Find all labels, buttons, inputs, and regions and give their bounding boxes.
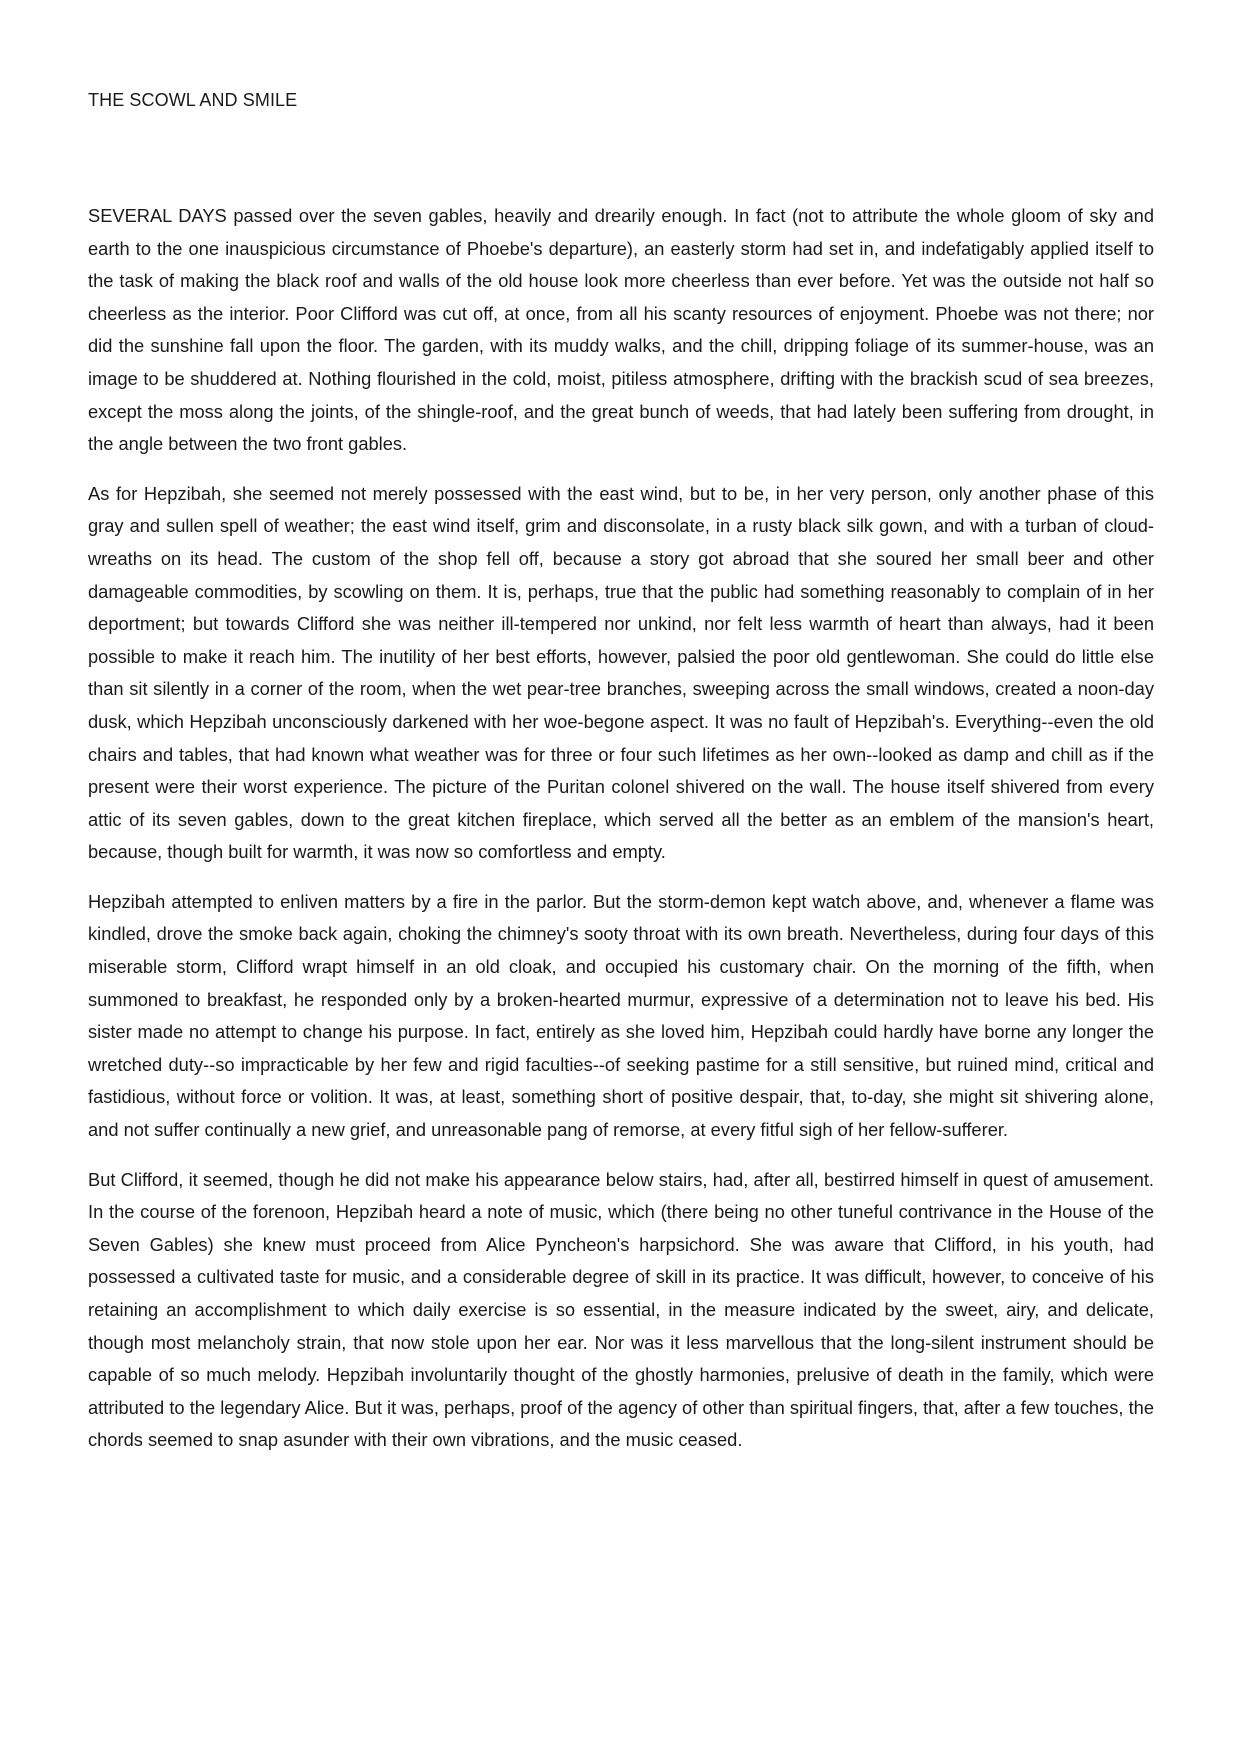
paragraph: But Clifford, it seemed, though he did not make his appearance below stairs, had, after all, bestirred himself in quest of amusement. In the course of the forenoon, Hepzibah heard a note of music, which (there being no other tuneful contrivance in the House of the Seven Gables) she knew must proceed from Alice Pyncheon's harpsichord. She was aware that Clifford, in his youth, had possessed a cultivated taste for music, and a considerable degree of skill in its practice. It was difficult, however, to conceive of his retaining an accomplishment to which daily exercise is so essential, in the measure indicated by the sweet, airy, and delicate, though most melancholy strain, that now stole upon her ear. Nor was it less marvellous that the long-silent instrument should be capable of so much melody. Hepzibah involuntarily thought of the ghostly harmonies, prelusive of death in the family, which were attributed to the legendary Alice. But it was, perhaps, proof of the agency of other than spiritual fingers, that, after a few touches, the chords seemed to snap asunder with their own vibrations, and the music ceased. <box>88 1168 1154 1451</box>
paragraph: SEVERAL DAYS passed over the seven gables, heavily and drearily enough. In fact (not to attribute the whole gloom of sky and earth to the one inauspicious circumstance of Phoebe's departure), an easterly storm had set in, and indefatigably applied itself to the task of making the black roof and walls of the old house look more cheerless than ever before. Yet was the outside not half so cheerless as the interior. Poor Clifford was cut off, at once, from all his scanty resources of enjoyment. Phoebe was not there; nor did the sunshine fall upon the floor. The garden, with its muddy walks, and the chill, dripping foliage of its summer-house, was an image to be shuddered at. Nothing flourished in the cold, moist, pitiless atmosphere, drifting with the brackish scud of sea breezes, except the moss along the joints, of the shingle-roof, and the great bunch of weeds, that had lately been suffering from drought, in the angle between the two front gables. <box>88 205 1154 455</box>
paragraph: As for Hepzibah, she seemed not merely possessed with the east wind, but to be, in her very person, only another phase of this gray and sullen spell of weather; the east wind itself, grim and disconsolate, in a rusty black silk gown, and with a turban of cloud-wreaths on its head. The custom of the shop fell off, because a story got abroad that she soured her small beer and other damageable commodities, by scowling on them. It is, perhaps, true that the public had something reasonably to complain of in her deportment; but towards Clifford she was neither ill-tempered nor unkind, nor felt less warmth of heart than always, had it been possible to make it reach him. The inutility of her best efforts, however, palsied the poor old gentlewoman. She could do little else than sit silently in a corner of the room, when the wet pear-tree branches, sweeping across the small windows, created a noon-day dusk, which Hepzibah unconsciously darkened with her woe-begone aspect. It was no fault of Hepzibah's. Everything--even the old chairs and tables, that had known what weather was for three or four such lifetimes as her own--looked as damp and chill as if the present were their worst experience. The picture of the Puritan colonel shivered on the wall. The house itself shivered from every attic of its seven gables, down to the great kitchen fireplace, which served all the better as an emblem of the mansion's heart, because, though built for warmth, it was now so comfortless and empty. <box>88 482 1154 863</box>
chapter-title: THE SCOWL AND SMILE <box>88 90 298 110</box>
paragraph: Hepzibah attempted to enliven matters by a fire in the parlor. But the storm-demon kept watch above, and, whenever a flame was kindled, drove the smoke back again, choking the chimney's sooty throat with its own breath. Nevertheless, during four days of this miserable storm, Clifford wrapt himself in an old cloak, and occupied his customary chair. On the morning of the fifth, when summoned to breakfast, he responded only by a broken-hearted murmur, expressive of a determination not to leave his bed. His sister made no attempt to change his purpose. In fact, entirely as she loved him, Hepzibah could hardly have borne any longer the wretched duty--so impracticable by her few and rigid faculties--of seeking pastime for a still sensitive, but ruined mind, critical and fastidious, without force or volition. It was, at least, something short of positive despair, that, to-day, she might sit shivering alone, and not suffer continually a new grief, and unreasonable pang of remorse, at every fitful sigh of her fellow-sufferer. <box>88 890 1154 1141</box>
body-text <box>88 200 1154 1457</box>
